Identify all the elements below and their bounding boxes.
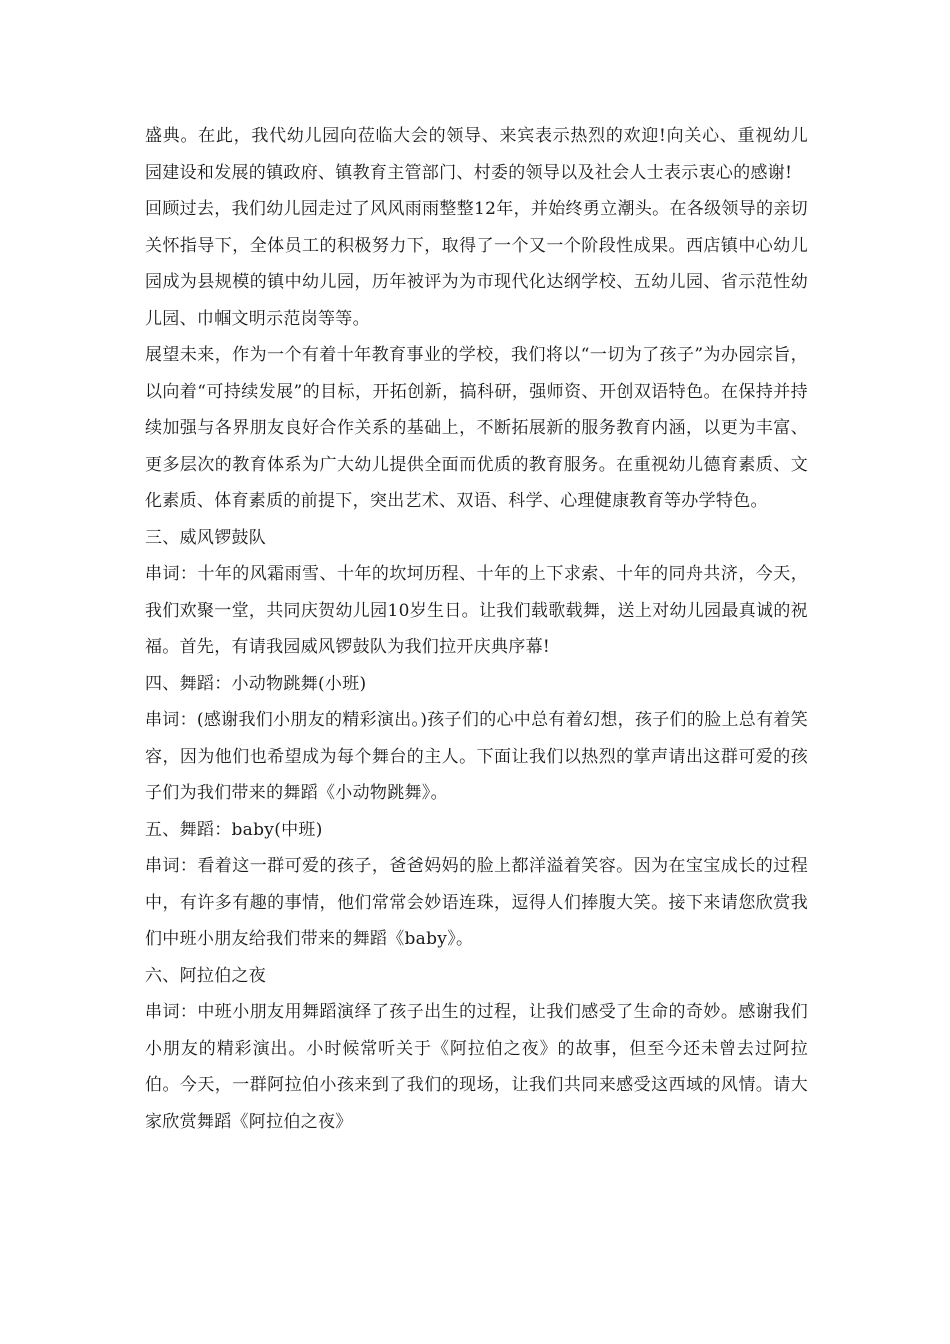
section-heading-drum-team: 三、威风锣鼓队 [145,527,267,548]
paragraph-baby-dance-script: 串词：看着这一群可爱的孩子，爸爸妈妈的脸上都洋溢着笑容。因为在宝宝成长的过程中，有许多有趣的事情，他们常常会妙语连珠，逗得人们捧腹大笑。接下来请您欣赏我们中班小朋友给我们带来的舞蹈《baby》。 [145,856,808,949]
paragraph-outlook: 展望未来，作为一个有着十年教育事业的学校，我们将以“一切为了孩子”为办园宗旨，以向着“可持续发展”的目标，开拓创新，搞科研，强师资、开创双语特色。在保持并持续加强与各界朋友良好合作关系的基础上，不断拓展新的服务教育内涵，以更为丰富、更多层次的教育体系为广大幼儿提供全面而优质的教育服务。在重视幼儿德育素质、文化素质、体育素质的前提下，突出艺术、双语、科学、心理健康教育等办学特色。 [145,345,808,511]
paragraph-drum-team-script: 串词：十年的风霜雨雪、十年的坎坷历程、十年的上下求索、十年的同舟共济，今天，我们欢聚一堂，共同庆贺幼儿园10岁生日。让我们载歌载舞，送上对幼儿园最真诚的祝福。首先，有请我园威风锣鼓队为我们拉开庆典序幕! [145,564,808,657]
section-heading-arabian-night: 六、阿拉伯之夜 [145,965,267,986]
section-heading-baby-dance: 五、舞蹈：baby(中班) [145,819,323,840]
document-body [145,118,808,1140]
paragraph-animal-dance-script: 串词：(感谢我们小朋友的精彩演出。)孩子们的心中总有着幻想，孩子们的脸上总有着笑容，因为他们也希望成为每个舞台的主人。下面让我们以热烈的掌声请出这群可爱的孩子们为我们带来的舞蹈《小动物跳舞》。 [145,710,808,803]
paragraph-opening: 盛典。在此，我代幼儿园向莅临大会的领导、来宾表示热烈的欢迎!向关心、重视幼儿园建设和发展的镇政府、镇教育主管部门、村委的领导以及社会人士表示衷心的感谢! [145,126,808,183]
section-heading-animal-dance: 四、舞蹈：小动物跳舞(小班) [145,673,367,694]
paragraph-arabian-night-script: 串词：中班小朋友用舞蹈演绎了孩子出生的过程，让我们感受了生命的奇妙。感谢我们小朋友的精彩演出。小时候常听关于《阿拉伯之夜》的故事，但至今还未曾去过阿拉伯。今天，一群阿拉伯小孩来到了我们的现场，让我们共同来感受这西域的风情。请大家欣赏舞蹈《阿拉伯之夜》 [145,1002,808,1132]
paragraph-review: 回顾过去，我们幼儿园走过了风风雨雨整整12年，并始终勇立潮头。在各级领导的亲切关怀指导下，全体员工的积极努力下，取得了一个又一个阶段性成果。西店镇中心幼儿园成为县规模的镇中幼儿园，历年被评为为市现代化达纲学校、五幼儿园、省示范性幼儿园、巾帼文明示范岗等等。 [145,199,808,329]
